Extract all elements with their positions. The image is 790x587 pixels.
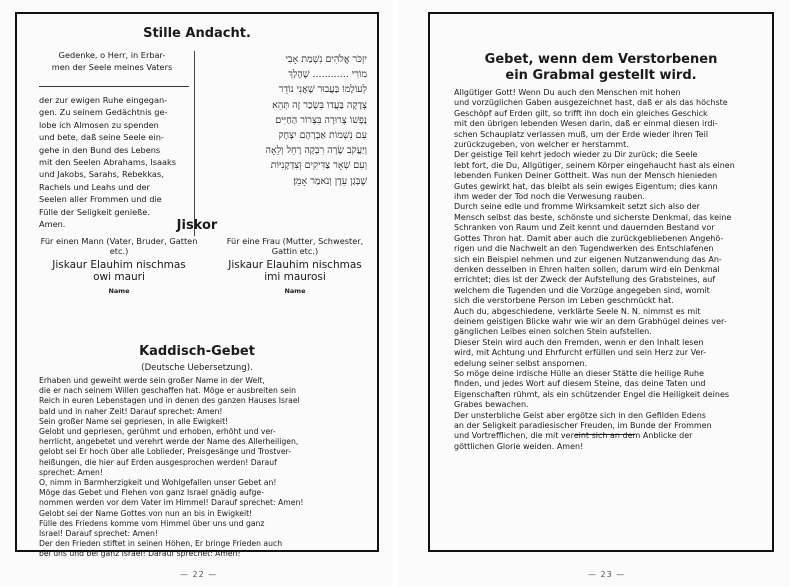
text-line: Gelobt sei der Name Gottes von nun an bis in Ewigkeit! [39,508,253,518]
text-line: sich ein Beispiel nehmen und zur eigenen Nutzanwendung das An- [454,254,722,264]
hebrew-line: צְדָקָה בַּעֲדוֹ בִּשְׂכַר זֶה תְּהֵא [272,99,367,111]
text-line: Seelen aller Frommen und die [39,194,162,205]
text-line: Gedenke, o Herr, in Erbar- [58,50,166,60]
right-page [398,0,790,587]
text-line: Reich in euren Lebenstagen und in denen des ganzen Hauses Israel [39,396,300,406]
text-line: rigen und die Nachwelt an den Tugendwerken des Entschlafenen [454,244,714,254]
gebet-text [454,88,754,452]
text-line: Rachels und Leahs und der [39,181,150,192]
text-line: Fülle der Seligkeit genieße. [39,206,150,217]
end-divider [575,434,635,435]
text-line: mit den übrigen lebenden Wesen darin, daß er einmal diesen irdi- [454,119,718,129]
kaddish-subtitle: (Deutsche Uebersetzung). [141,363,253,373]
text-line: finden, und jedes Wort auf diesem Steine, das deine Taten und [454,379,706,389]
gebet-title [430,52,772,84]
text-line: bei uns und bei ganz Israel! Darauf sprechet: Amen! [39,549,241,559]
text-line: Erhaben und geweiht werde sein großer Name in der Welt, [39,376,265,385]
text-line: gelobt sei Er hoch über alle Loblieder, Preisgesänge und Trostver- [39,447,291,457]
text-line: Der den Frieden stiftet in seinen Höhen, Er bringe Frieden auch [39,539,283,549]
text-line: Schranken von Raum und Zeit kennt und dauernden Bestand vor [454,223,715,233]
german-prayer-bottom [39,94,185,230]
page-number: — 22 — [180,570,218,579]
text-line: Mensch selbst das beste, schönste und sicherste Denkmal, das keine [454,212,732,222]
jiskor-man-name-label: Name [108,287,130,295]
text-line: der zur ewigen Ruhe eingegan- [39,95,168,105]
hebrew-line: יִזְכֹּר אֱלֹהִים נִשְׁמַת אָבִי [285,54,367,65]
text-line: und Vortrefflichen, die mit vereint sich an dem Anblicke der [454,431,693,441]
jiskor-man [39,236,199,296]
jiskor-woman-prayer-1: Jiskaur Elauhim nischmas [228,259,362,271]
text-line: Auch du, abgeschiedene, verklärte Seele N. N. nimmst es mit [454,306,701,316]
hebrew-line: מוֹרִי ............ שֶׁהָלַךְ [288,69,367,81]
name-blank-line [39,86,189,87]
column-divider [194,51,195,236]
german-prayer-top [39,49,185,74]
text-line: herrlicht, angebetet und verehrt werde der Name des Allerheiligen, [39,437,299,447]
text-line: Geschöpf auf Erden gilt, so trifft ihn doch ein gleiches Geschick [454,108,708,118]
page-number: — 23 — [588,570,626,579]
jiskor-woman-prayer-2: imi maurosi [264,271,326,283]
text-line: Fülle des Friedens komme vom Himmel über uns und ganz [39,518,265,528]
jiskor-woman [215,236,375,296]
text-line: gänglichen Leibes einen solchen Stein aufstellen. [454,327,652,337]
text-line: Amen. [39,219,66,230]
text-line: edelung seiner selbst anspornen. [454,358,588,368]
text-line: die er nach seinem Willen geschaffen hat. Möge er ausbreiten sein [39,386,297,396]
hebrew-line: עִם נִשְׁמוֹת אַבְרָהָם יִצְחָק [278,130,367,142]
text-line: göttlichen Glorie weiden. Amen! [454,441,584,451]
text-line: sich die verstorbene Person im Leben geschmückt hat. [454,296,674,306]
text-line: und vorzüglichen Gaben ausgezeichnet hast, daß er als das höchste [454,98,728,108]
jiskor-man-desc: Für einen Mann (Vater, Bruder, Gatten etc.) [40,236,198,256]
text-line: Möge das Gebet und Flehen von ganz Israel gnädig aufge- [39,488,264,498]
jiskor-woman-desc: Für eine Frau (Mutter, Schwester, Gattin etc.) [226,236,364,256]
text-line: gehe in den Bund des Lebens [39,144,161,155]
right-page-frame [428,12,774,552]
text-line: Gottes Thron hat. Damit aber auch die zurückgebliebenen Angehö- [454,233,724,243]
jiskor-man-prayer-1: Jiskaur Elauhim nischmas [52,259,186,271]
text-line: mit den Seelen Abrahams, Isaaks [39,157,177,168]
left-page [0,0,392,587]
text-line: und bete, daß seine Seele ein- [39,132,164,143]
jiskor-man-prayer-2: owi mauri [93,271,145,283]
hebrew-line: וְיַעֲקֹב שָׂרָה רִבְקָה רָחֵל וְלֵאָה [265,145,367,157]
text-line: an der Seligkeit paradiesischer Freuden, im Bunde der Frommen [454,421,712,430]
gebet-title-line-2: ein Grabmal gestellt wird. [505,68,697,83]
text-line: Der unsterbliche Geist aber ergötze sich in den Gefilden Edens [454,410,706,420]
text-line: nommen werden vor dem Vater im Himmel! Darauf sprechet: Amen! [39,498,304,508]
text-line: deinem geistigen Blicke wahr wie wir an dem Grabhügel deines ver- [454,316,727,326]
text-line: schen Schauplatz verlassen muß, um der Erde wieder ihren Teil [454,129,709,139]
text-line: Der geistige Teil kehrt jedoch wieder zu Dir zurück; die Seele [454,150,698,160]
text-line: Sein großer Name sei gepriesen, in alle Ewigkeit! [39,416,229,426]
hebrew-line: נַפְשׁוֹ צְרוּרָה בִּצְרוֹר הַחַיִּים [275,114,367,126]
kaddish-title: Kaddisch-Gebet [139,344,255,359]
text-line: welchem die Tugenden und die Vorzüge angegeben sind, womit [454,285,710,295]
hebrew-line: וְעִם שְׁאָר צַדִּיקִים וְצִדְקָנִיּוֹת [270,160,367,172]
text-line: Gutes gewirkt hat, das bleibt als sein ewiges Eigentum; dies kann [454,181,718,191]
text-line: O, nimm in Barmherzigkeit und Wohlgefallen unser Gebet an! [39,478,277,488]
text-line: heißungen, die hier auf Erden ausgesprochen werden! Darauf [39,457,277,467]
text-line: denken desselben in Ehren halten sollen, darum wird ein Denkmal [454,264,720,274]
text-line: Eigenschaften rühmt, als ein schützender Engel die Heiligkeit deines [454,389,730,399]
stille-andacht-title: Stille Andacht. [143,26,251,41]
text-line: Allgütiger Gott! Wenn Du auch den Menschen mit hohen [454,88,681,97]
text-line: errichtet; dies ist der Zweck der Aufstellung des Grabsteines, auf [454,275,716,285]
hebrew-prayer [199,52,367,189]
text-line: lebenden Funken Deiner Gottheit. Was nun der Mensch hienieden [454,171,718,181]
hebrew-line: לְעוֹלָמוֹ בַּעֲבוּר שֶׁאֲנִי נוֹדֵר [278,84,367,96]
text-line: So möge deine irdische Hülle an dieser Stätte die heilige Ruhe [454,368,705,378]
text-line: sprechet: Amen! [39,467,103,477]
text-line: Grabes bewachen. [454,400,529,410]
left-page-frame [15,12,379,559]
text-line: lebt fort, die Du, Allgütiger, seinem Körper eingehaucht hast als einen [454,160,735,170]
text-line: bald und in naher Zeit! Darauf sprechet: Amen! [39,406,223,416]
text-line: men der Seele meines Vaters [51,62,173,73]
jiskor-woman-name-label: Name [284,287,306,295]
text-line: ihm weder der Tod noch die Verwesung rauben. [454,192,645,202]
text-line: Gelobt und gepriesen, gerühmt und erhoben, erhöht und ver- [39,427,276,437]
text-line: gen. Zu seinem Gedächtnis ge- [39,107,168,118]
text-line: lobe ich Almosen zu spenden [39,119,159,130]
text-line: zurückzugeben, von welcher er herstammt. [454,140,629,150]
text-line: Durch seine edle und fromme Wirksamkeit setzt sich also der [454,202,700,212]
hebrew-line: שֶׁבְּגַן עֵדֶן וְנֹאמַר אָמֵן׃ [293,175,367,187]
text-line: Dieser Stein wird auch den Fremden, wenn er den Inhalt lesen [454,337,704,347]
jiskor-title: Jiskor [176,218,218,233]
kaddish-text [39,376,379,560]
text-line: Israel! Darauf sprechet: Amen! [39,529,158,539]
text-line: wird, mit Achtung und Ehrfurcht erfüllen und sein Herz zur Ver- [454,348,707,358]
text-line: und Jakobs, Sarahs, Rebekkas, [39,169,164,180]
gebet-title-line-1: Gebet, wenn dem Verstorbenen [484,52,718,67]
